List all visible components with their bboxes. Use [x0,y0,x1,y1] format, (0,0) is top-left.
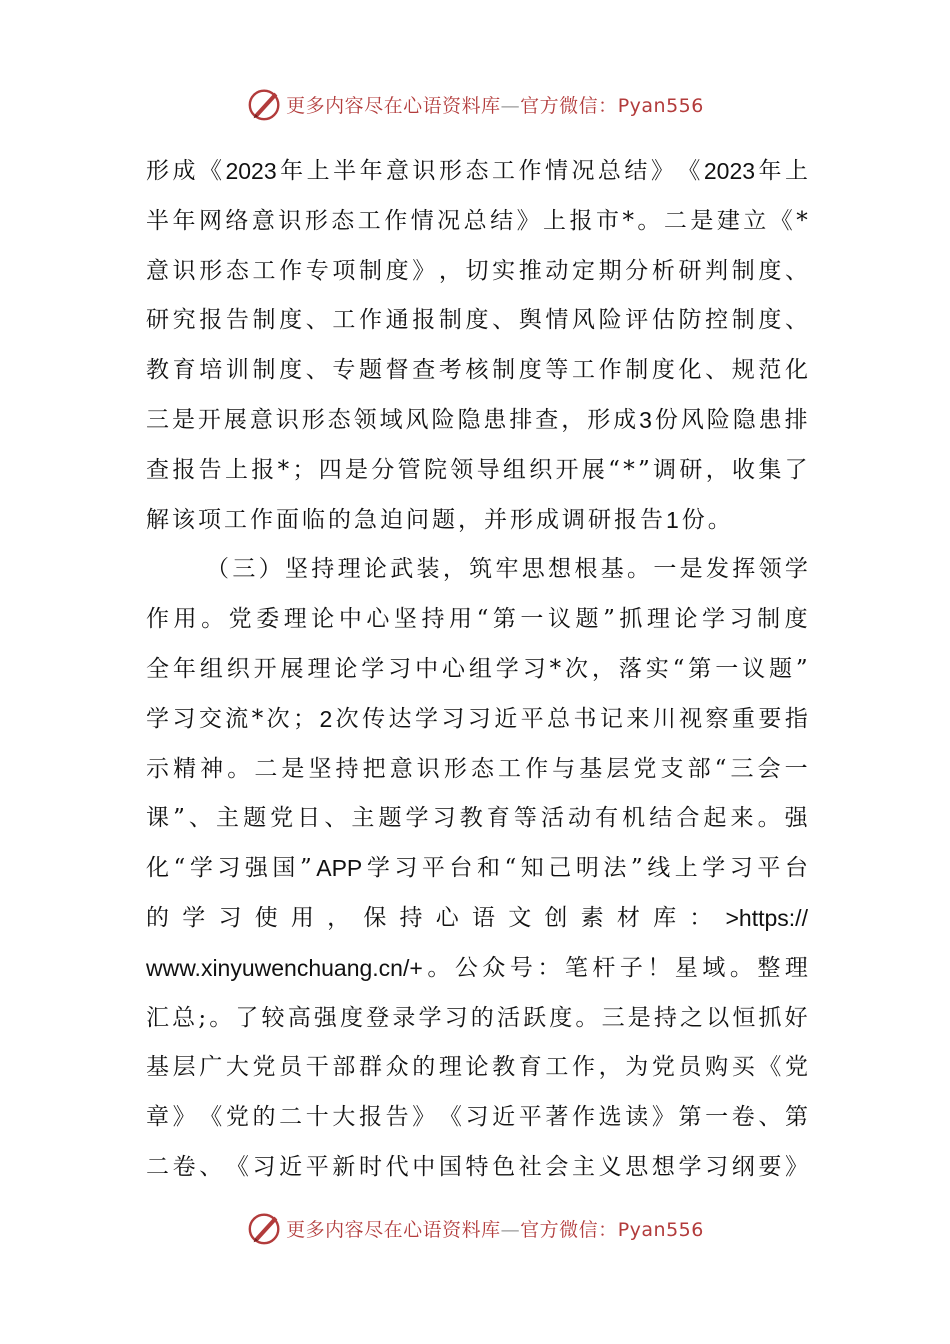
banner-official: 官方微信： [520,1218,618,1241]
banner-main: 更多内容尽在心语资料库 [286,94,501,117]
text-line: 半 年 网 络 意 识 形 态 工 作 情 况 总 结 》 上 报 市 * 。 二 是 建 立 《 * [146,207,808,234]
banner-wechat-id: Pyan556 [617,1218,704,1241]
text-line: 查 报 告 上 报 * ； 四 是 分 管 院 领 导 组 织 开 展 “ * ” 调 研 ， 收 集 了 [146,456,808,483]
banner-text [286,91,704,118]
pen-logo-icon [246,1209,284,1247]
text-line: （ 三 ） 坚 持 理 论 武 装 ， 筑 牢 思 想 根 基 。 一 是 发 挥 领 学 [206,556,808,583]
text-line: 汇 总 ; 。 了 较 高 强 度 登 录 学 习 的 活 跃 度 。 三 是 持 之 以 恒 抓 好 [146,1004,808,1031]
text-line: 基 层 广 大 党 员 干 部 群 众 的 理 论 教 育 工 作 ， 为 党 员 购 买 《 党 [146,1054,808,1081]
text-line: www.xinyuwenchuang.cn/+ 。 公 众 号 ： 笔 杆 子 ！ 星 域 。 整 理 [146,954,808,981]
text-line: 章 》 《 党 的 二 十 大 报 告 》 《 习 近 平 著 作 选 读 》 第 一 卷 、 第 [146,1104,808,1131]
banner-wechat-id: Pyan556 [617,94,704,117]
text-line: 的 学 习 使 用 ， 保 持 心 语 文 创 素 材 库 ： >https:// [146,904,808,931]
banner-dash: — [500,1218,521,1241]
text-line: 学 习 交 流 * 次 ； 2 次 传 达 学 习 习 近 平 总 书 记 来 川 视 察 重 要 指 [146,705,808,732]
text-line: 二 卷 、 《 习 近 平 新 时 代 中 国 特 色 社 会 主 义 思 想 学 习 纲 要 》 [146,1153,808,1180]
header-banner [0,84,950,124]
banner-text [286,1215,704,1242]
text-line: 课 ” 、 主 题 党 日 、 主 题 学 习 教 育 等 活 动 有 机 结 合 起 来 。 强 [146,805,808,832]
footer-banner [0,1208,950,1248]
text-line: 全 年 组 织 开 展 理 论 学 习 中 心 组 学 习 * 次 ， 落 实 “ 第 一 议 题 ” [146,655,808,682]
banner-dash: — [500,94,521,117]
text-line: 意 识 形 态 工 作 专 项 制 度 》 ， 切 实 推 动 定 期 分 析 研 判 制 度 、 [146,257,808,284]
banner-official: 官方微信： [520,94,618,117]
text-line: 教 育 培 训 制 度 、 专 题 督 查 考 核 制 度 等 工 作 制 度 化 、 规 范 化 [146,357,808,384]
text-line: 形 成 《 2023 年 上 半 年 意 识 形 态 工 作 情 况 总 结 》 《 2023 年 上 [146,158,808,184]
banner-main: 更多内容尽在心语资料库 [286,1218,501,1241]
text-line: 化 “ 学 习 强 国 ” APP 学 习 平 台 和 “ 知 己 明 法 ” 线 上 学 习 平 台 [146,855,808,882]
pen-logo-icon [246,85,284,123]
text-line: 研 究 报 告 制 度 、 工 作 通 报 制 度 、 舆 情 风 险 评 估 防 控 制 度 、 [146,307,808,334]
text-line: 示 精 神 。 二 是 坚 持 把 意 识 形 态 工 作 与 基 层 党 支 部 “ 三 会 一 [146,755,808,782]
text-line: 作 用 。 党 委 理 论 中 心 坚 持 用 “ 第 一 议 题 ” 抓 理 论 学 习 制 度 [146,606,808,633]
text-line: 三 是 开 展 意 识 形 态 领 域 风 险 隐 患 排 查 ， 形 成 3 份 风 险 隐 患 排 [146,406,808,433]
document-body [146,147,808,1193]
text-line: 解 该 项 工 作 面 临 的 急 迫 问 题 ， 并 形 成 调 研 报 告 1 份 。 [146,506,734,533]
